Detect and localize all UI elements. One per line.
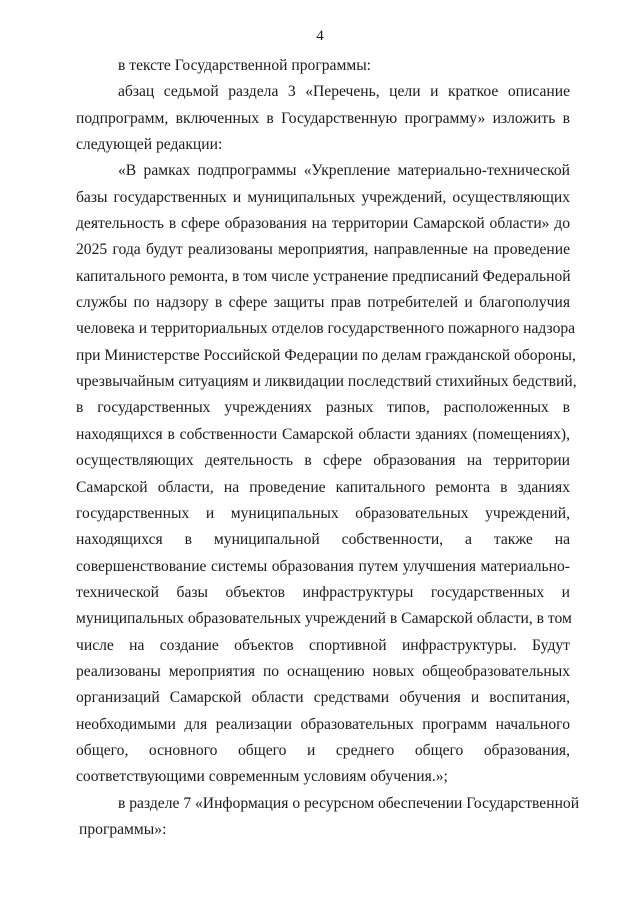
- text-line: «В рамках подпрограммы «Укрепление материально-технической: [118, 162, 570, 180]
- text-line: в государственных учреждениях разных типов, расположенных в: [76, 399, 570, 417]
- text-line: следующей редакции:: [76, 136, 223, 154]
- text-line: реализованы мероприятия по оснащению новых общеобразовательных: [76, 662, 570, 680]
- text-line: службы по надзору в сфере защиты прав потребителей и благополучия: [76, 294, 570, 312]
- text-line: абзац седьмой раздела 3 «Перечень, цели и краткое описание: [118, 83, 570, 101]
- text-line: необходимыми для реализации образовательных программ начального: [76, 715, 570, 733]
- text-line: государственных и муниципальных образовательных учреждений,: [76, 504, 570, 522]
- text-line: осуществляющих деятельность в сфере образования на территории: [76, 452, 570, 470]
- text-line: человека и территориальных отделов государственного пожарного надзора: [76, 320, 576, 338]
- paragraph-quoted-text: [76, 158, 577, 790]
- text-line: в разделе 7 «Информация о ресурсном обеспечении Государственной: [118, 794, 580, 812]
- document-body: [76, 53, 580, 843]
- page-number: 4: [316, 28, 324, 44]
- text-line: подпрограмм, включенных в Государственную программу» изложить в: [76, 109, 570, 127]
- paragraph-intro: [76, 53, 570, 79]
- text-line: чрезвычайным ситуациям и ликвидации последствий стихийных бедствий,: [76, 373, 577, 391]
- text-line: организаций Самарской области средствами обучения и воспитания,: [76, 689, 570, 707]
- paragraph-amendment-section-7: [76, 791, 580, 844]
- text-line: находящихся в собственности Самарской области зданиях (помещениях),: [76, 425, 570, 443]
- text-line: при Министерстве Российской Федерации по делам гражданской обороны,: [76, 346, 576, 364]
- text-line: капитального ремонта, в том числе устранение предписаний Федеральной: [76, 267, 571, 285]
- text-line: в тексте Государственной программы:: [118, 57, 372, 74]
- text-line: муниципальных образовательных учреждений в Самарской области, в том: [76, 610, 572, 628]
- text-line: находящихся в муниципальной собственности, а также на: [76, 531, 570, 549]
- text-line: базы государственных и муниципальных учреждений, осуществляющих: [76, 188, 570, 206]
- text-line: 2025 года будут реализованы мероприятия, направленные на проведение: [76, 241, 570, 259]
- text-line: соответствующими современным условиям обучения.»;: [76, 768, 448, 786]
- text-line: общего, основного общего и среднего общего образования,: [76, 741, 570, 759]
- text-line: программы»:: [79, 820, 167, 838]
- text-line: Самарской области, на проведение капитального ремонта в зданиях: [76, 478, 570, 496]
- text-line: технической базы объектов инфраструктуры государственных и: [76, 583, 570, 601]
- text-line: совершенствование системы образования путем улучшения материально-: [76, 557, 570, 575]
- text-line: деятельность в сфере образования на территории Самарской области» до: [76, 215, 570, 233]
- paragraph-amendment-section-3: [76, 79, 570, 158]
- text-line: числе на создание объектов спортивной инфраструктуры. Будут: [76, 636, 570, 654]
